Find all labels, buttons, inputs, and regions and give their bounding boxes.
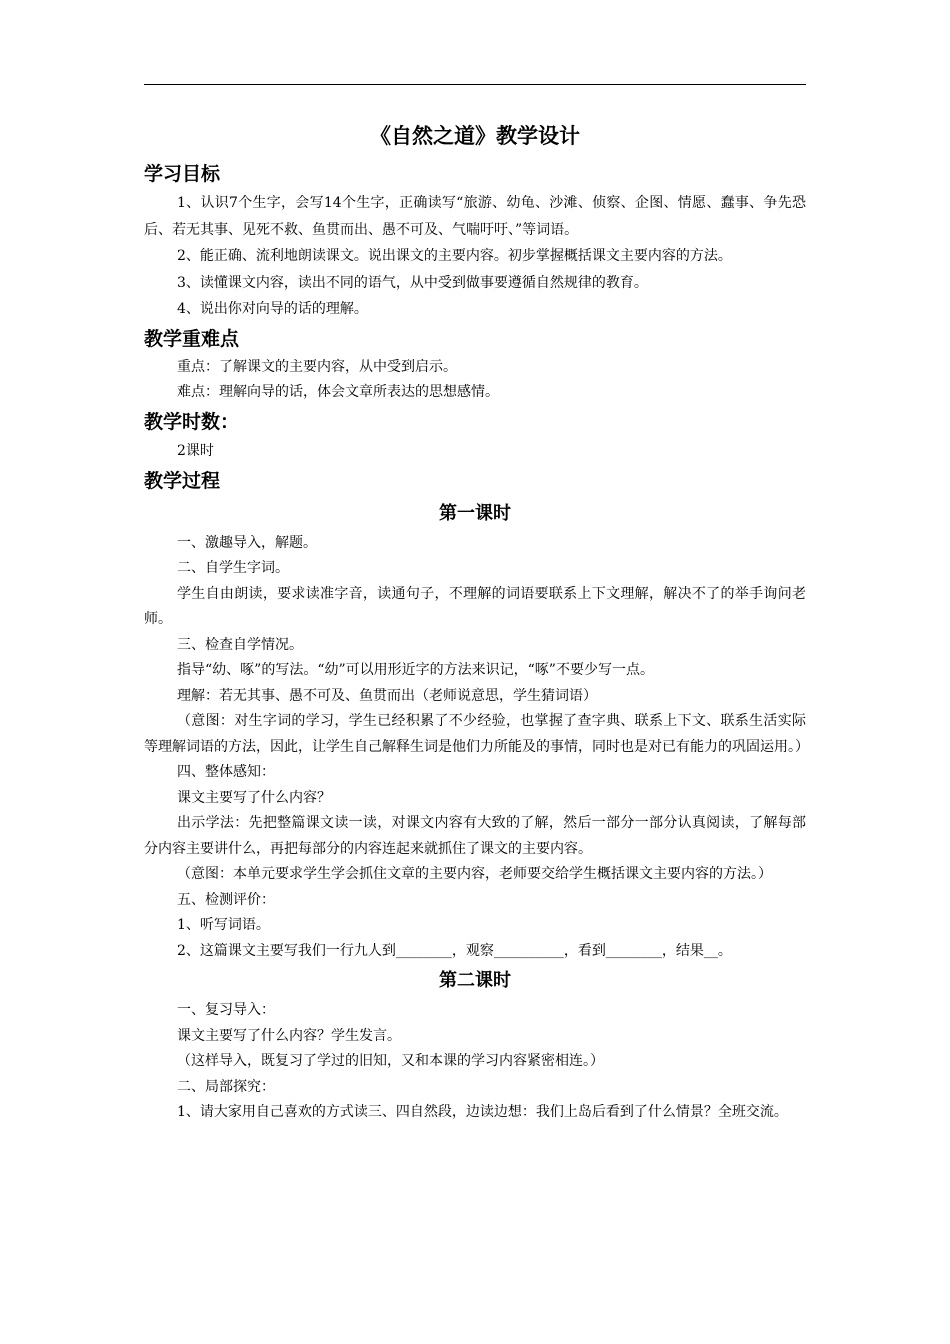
section-heading-goals: 学习目标 (144, 163, 221, 185)
lesson1-item: 一、激趣导入，解题。 (177, 534, 317, 551)
lesson2-item: 一、复习导入： (177, 1002, 275, 1019)
lesson1-item: 四、整体感知： (177, 764, 275, 781)
header-rule (144, 84, 806, 85)
goal-item: 1、认识7个生字，会写14个生字，正确读写“旅游、幼龟、沙滩、侦察、企图、情愿、蠢事、争先恐后、若无其事、见死不救、鱼贯而出、愚不可及、气喘吁吁、”等词语。 (144, 195, 806, 238)
key-point-item: 重点：了解课文的主要内容，从中受到启示。 (177, 358, 457, 375)
lesson1-item: 理解：若无其事、愚不可及、鱼贯而出（老师说意思，学生猜词语） (177, 687, 597, 704)
lesson1-item: 学生自由朗读，要求读准字音，读通句子，不理解的词语要联系上下文理解，解决不了的举手询问老师。 (144, 585, 806, 628)
document-title: 《自然之道》教学设计 (370, 124, 580, 148)
lesson1-item: （意图：本单元要求学生学会抓住文章的主要内容，老师要交给学生概括课文主要内容的方法。） (177, 866, 772, 883)
lesson2-item: 二、局部探究： (177, 1078, 275, 1095)
hours-item: 2课时 (177, 442, 214, 459)
document-body (144, 158, 809, 1126)
section-heading-hours: 教学时数： (144, 410, 240, 433)
lesson1-item: 三、检查自学情况。 (177, 636, 303, 653)
lesson2-item: 1、请大家用自己喜欢的方式读三、四自然段，边读边想：我们上岛后看到了什么情景？全班交流。 (177, 1104, 788, 1121)
lesson2-item: （这样导入，既复习了学过的旧知，又和本课的学习内容紧密相连。） (177, 1053, 604, 1070)
lesson1-item: 1、听写词语。 (177, 917, 270, 934)
lesson-heading-2: 第二课时 (439, 970, 511, 992)
lesson1-item: 课文主要写了什么内容？ (177, 789, 331, 806)
lesson1-item: （意图：对生字词的学习，学生已经积累了不少经验，也掌握了查字典、联系上下文、联系生活实际等理解词语的方法，因此，让学生自己解释生词是他们力所能及的事情，同时也是对已有能力的巩固运用。） (144, 713, 809, 755)
lesson2-item: 课文主要写了什么内容？学生发言。 (177, 1027, 401, 1044)
lesson-heading-1: 第一课时 (439, 502, 511, 524)
goal-item: 3、读懂课文内容，读出不同的语气，从中受到做事要遵循自然规律的教育。 (177, 274, 648, 291)
lesson1-item: 出示学法：先把整篇课文读一读，对课文内容有大致的了解，然后一部分一部分认真阅读，了解每部分内容主要讲什么，再把每部分的内容连起来就抓住了课文的主要内容。 (144, 815, 806, 857)
section-heading-key-points: 教学重难点 (144, 327, 240, 350)
lesson1-item: 指导“幼、啄”的写法。“幼”可以用形近字的方法来识记，“啄”不要少写一点。 (177, 662, 654, 679)
section-heading-process: 教学过程 (144, 469, 221, 492)
lesson1-item: 二、自学生字词。 (177, 560, 289, 577)
lesson1-item: 五、检测评价： (177, 891, 275, 908)
key-point-item: 难点：理解向导的话，体会文章所表达的思想感情。 (177, 384, 499, 401)
goal-item: 4、说出你对向导的话的理解。 (177, 301, 368, 318)
goal-item: 2、能正确、流利地朗读课文。说出课文的主要内容。初步掌握概括课文主要内容的方法。 (177, 248, 732, 265)
lesson1-item: 2、这篇课文主要写我们一行九人到________，观察__________，看到________，结果__。 (177, 942, 732, 959)
